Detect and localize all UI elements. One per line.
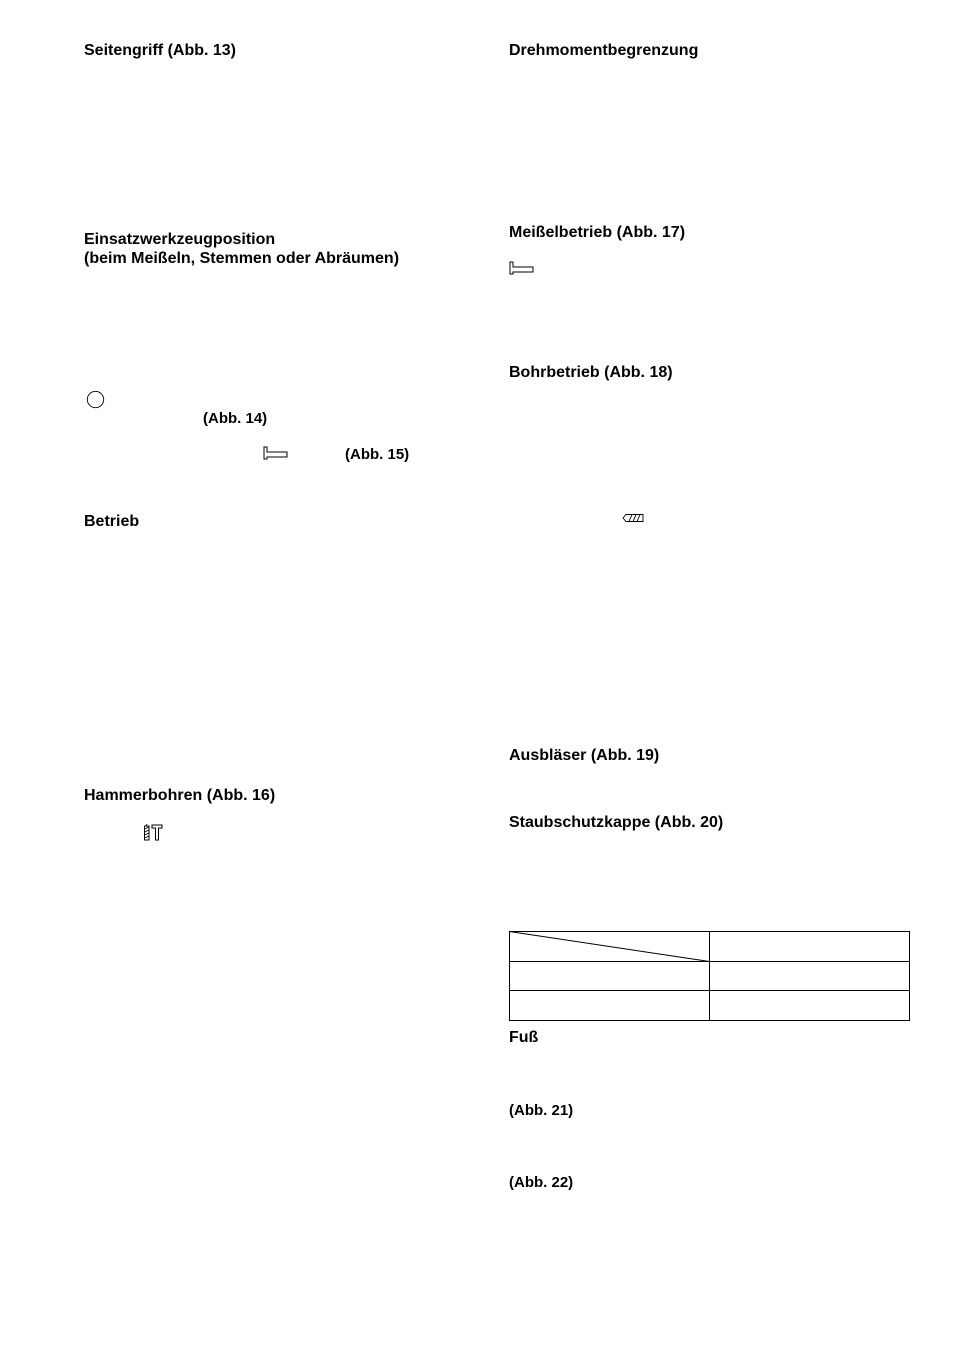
meisselbetrieb-heading: Meißelbetrieb (Abb. 17) xyxy=(509,224,686,241)
einsatzwerkzeugposition-heading: Einsatzwerkzeugposition xyxy=(84,231,276,248)
hammerbohren-heading: Hammerbohren (Abb. 16) xyxy=(84,787,276,804)
staubschutzkappe-heading: Staubschutzkappe (Abb. 20) xyxy=(509,814,724,831)
abb14-reference: (Abb. 14) xyxy=(203,410,268,427)
chisel-icon xyxy=(263,446,288,460)
betrieb-heading: Betrieb xyxy=(84,513,140,530)
einsatzwerkzeugposition-subheading: (beim Meißeln, Stemmen oder Abräumen) xyxy=(84,250,400,267)
abb22-reference: (Abb. 22) xyxy=(509,1174,574,1191)
abb21-reference: (Abb. 21) xyxy=(509,1102,574,1119)
bohrbetrieb-heading: Bohrbetrieb (Abb. 18) xyxy=(509,364,673,381)
hammer-drill-icon xyxy=(143,823,163,841)
dust-cap-table xyxy=(509,931,910,1021)
drill-icon xyxy=(622,513,644,523)
abb15-reference: (Abb. 15) xyxy=(345,446,410,463)
drehmomentbegrenzung-heading: Drehmomentbegrenzung xyxy=(509,42,699,59)
fuss-heading: Fuß xyxy=(509,1029,539,1046)
circle-icon xyxy=(86,390,105,409)
table-header-diagonal xyxy=(510,932,710,962)
seitengriff-heading: Seitengriff (Abb. 13) xyxy=(84,42,237,59)
chisel-icon xyxy=(509,261,534,275)
ausblaeser-heading: Ausbläser (Abb. 19) xyxy=(509,747,660,764)
